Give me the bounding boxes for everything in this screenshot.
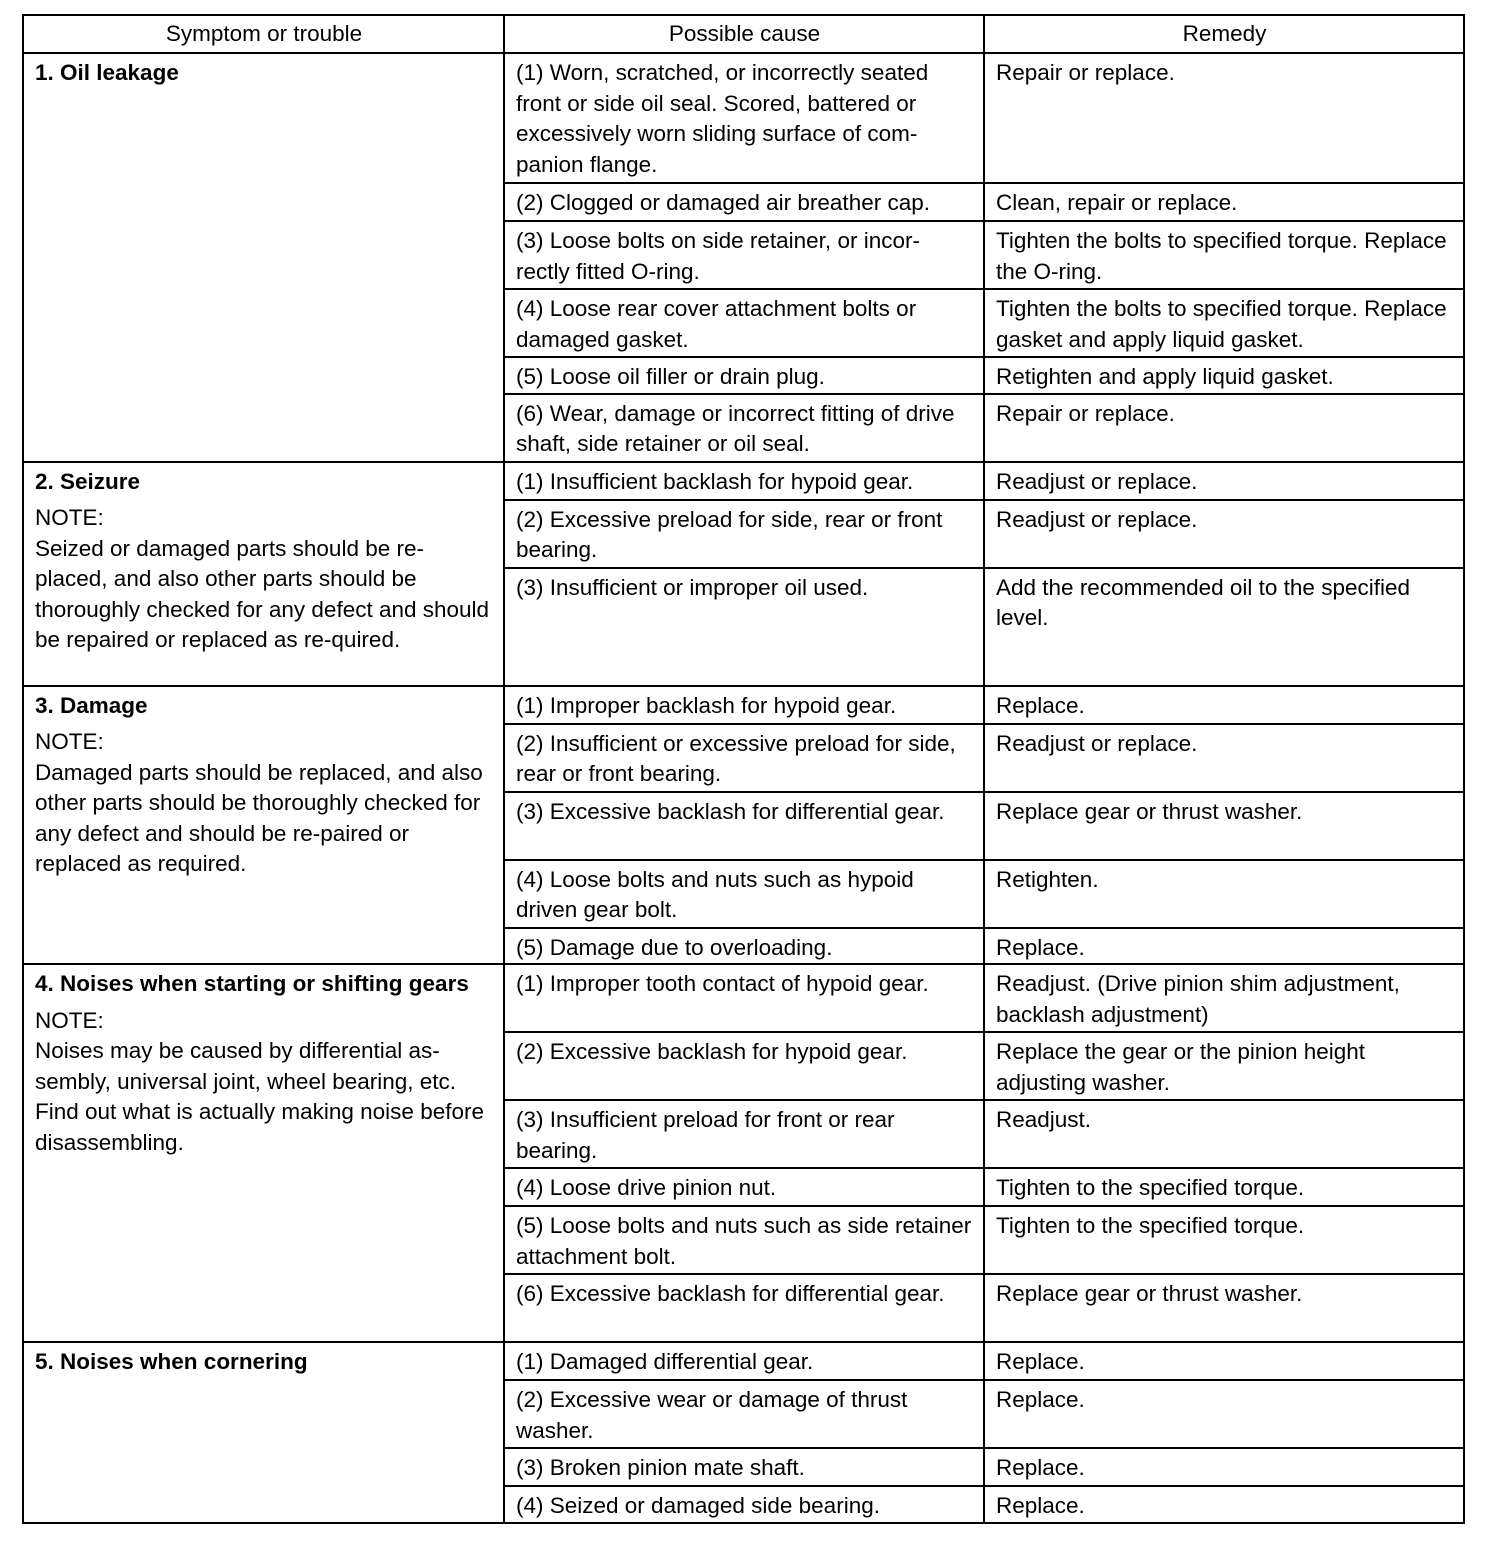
table-row bbox=[23, 964, 1464, 1032]
cause-cell: (1) Worn, scratched, or incorrectly seated front or side oil seal. Scored, battered or excessively worn sliding surface of com-panion flange. bbox=[504, 53, 984, 183]
note-label: NOTE: bbox=[35, 1007, 104, 1033]
cause-cell: (4) Seized or damaged side bearing. bbox=[504, 1486, 984, 1523]
cause-cell: (5) Damage due to overloading. bbox=[504, 928, 984, 965]
remedy-cell: Readjust. bbox=[984, 1100, 1464, 1168]
note-text: Noises may be caused by differential as-sembly, universal joint, wheel bearing, etc. Find out what is actually making noise before disassembling. bbox=[35, 1038, 484, 1155]
cause-cell: (1) Improper tooth contact of hypoid gear. bbox=[504, 964, 984, 1032]
cause-cell: (6) Wear, damage or incorrect fitting of drive shaft, side retainer or oil seal. bbox=[504, 394, 984, 462]
cause-cell: (3) Excessive backlash for differential gear. bbox=[504, 792, 984, 860]
cause-cell: (2) Excessive wear or damage of thrust washer. bbox=[504, 1380, 984, 1448]
troubleshooting-table bbox=[22, 14, 1465, 1524]
symptom-title: 3. Damage bbox=[35, 692, 148, 718]
header-row bbox=[23, 15, 1464, 53]
remedy-cell: Tighten to the specified torque. bbox=[984, 1168, 1464, 1206]
remedy-cell: Replace. bbox=[984, 1448, 1464, 1486]
table-row bbox=[23, 462, 1464, 500]
remedy-cell: Replace gear or thrust washer. bbox=[984, 792, 1464, 860]
remedy-cell: Repair or replace. bbox=[984, 394, 1464, 462]
remedy-cell: Replace. bbox=[984, 1342, 1464, 1380]
cause-cell: (4) Loose drive pinion nut. bbox=[504, 1168, 984, 1206]
note-text: Damaged parts should be replaced, and also other parts should be thoroughly checked for any defect and should be re-paired or replaced as required. bbox=[35, 759, 483, 876]
table-row bbox=[23, 1342, 1464, 1380]
cause-cell: (2) Insufficient or excessive preload for side, rear or front bearing. bbox=[504, 724, 984, 792]
symptom-title: 5. Noises when cornering bbox=[35, 1349, 308, 1374]
remedy-cell: Tighten to the specified torque. bbox=[984, 1206, 1464, 1274]
cause-cell: (1) Insufficient backlash for hypoid gear. bbox=[504, 462, 984, 500]
remedy-cell: Clean, repair or replace. bbox=[984, 183, 1464, 221]
note-label: NOTE: bbox=[35, 505, 104, 530]
table-row bbox=[23, 53, 1464, 183]
remedy-cell: Tighten the bolts to specified torque. Replace gasket and apply liquid gasket. bbox=[984, 289, 1464, 357]
cause-cell: (3) Broken pinion mate shaft. bbox=[504, 1448, 984, 1486]
symptom-cell bbox=[23, 462, 504, 686]
cause-cell: (3) Loose bolts on side retainer, or incor-rectly fitted O-ring. bbox=[504, 221, 984, 289]
remedy-cell: Replace. bbox=[984, 928, 1464, 965]
cause-cell: (1) Damaged differential gear. bbox=[504, 1342, 984, 1380]
remedy-cell: Repair or replace. bbox=[984, 53, 1464, 183]
remedy-cell: Replace. bbox=[984, 1486, 1464, 1523]
cause-cell: (6) Excessive backlash for differential gear. bbox=[504, 1274, 984, 1342]
remedy-cell: Replace the gear or the pinion height adjusting washer. bbox=[984, 1032, 1464, 1100]
table-row bbox=[23, 686, 1464, 724]
cause-cell: (3) Insufficient or improper oil used. bbox=[504, 568, 984, 686]
remedy-cell: Readjust or replace. bbox=[984, 462, 1464, 500]
cause-cell: (3) Insufficient preload for front or rear bearing. bbox=[504, 1100, 984, 1168]
cause-cell: (2) Excessive preload for side, rear or front bearing. bbox=[504, 500, 984, 568]
cause-cell: (4) Loose bolts and nuts such as hypoid driven gear bolt. bbox=[504, 860, 984, 928]
cause-cell: (1) Improper backlash for hypoid gear. bbox=[504, 686, 984, 724]
remedy-cell: Tighten the bolts to specified torque. Replace the O-ring. bbox=[984, 221, 1464, 289]
symptom-title: 4. Noises when starting or shifting gears bbox=[35, 971, 469, 996]
remedy-cell: Retighten. bbox=[984, 860, 1464, 928]
symptom-title: 1. Oil leakage bbox=[35, 60, 179, 85]
remedy-cell: Replace. bbox=[984, 686, 1464, 724]
cause-cell: (5) Loose oil filler or drain plug. bbox=[504, 357, 984, 394]
remedy-cell: Replace gear or thrust washer. bbox=[984, 1274, 1464, 1342]
remedy-cell: Replace. bbox=[984, 1380, 1464, 1448]
remedy-cell: Readjust or replace. bbox=[984, 724, 1464, 792]
symptom-title: 2. Seizure bbox=[35, 468, 141, 494]
cause-cell: (5) Loose bolts and nuts such as side retainer attachment bolt. bbox=[504, 1206, 984, 1274]
cause-cell: (2) Clogged or damaged air breather cap. bbox=[504, 183, 984, 221]
symptom-cell bbox=[23, 53, 504, 462]
note-text: Seized or damaged parts should be re-placed, and also other parts should be thoroughly checked for any defect and should be repaired or replaced as re-quired. bbox=[35, 535, 490, 652]
remedy-cell: Readjust or replace. bbox=[984, 500, 1464, 568]
note-label: NOTE: bbox=[35, 729, 104, 754]
symptom-cell bbox=[23, 686, 504, 965]
symptom-cell bbox=[23, 1342, 504, 1523]
symptom-cell bbox=[23, 964, 504, 1342]
table-body bbox=[23, 53, 1464, 1523]
remedy-cell: Readjust. (Drive pinion shim adjustment, backlash adjustment) bbox=[984, 964, 1464, 1032]
header-remedy: Remedy bbox=[984, 15, 1464, 53]
remedy-cell: Add the recommended oil to the specified level. bbox=[984, 568, 1464, 686]
header-cause: Possible cause bbox=[504, 15, 984, 53]
cause-cell: (4) Loose rear cover attachment bolts or damaged gasket. bbox=[504, 289, 984, 357]
header-symptom: Symptom or trouble bbox=[23, 15, 504, 53]
remedy-cell: Retighten and apply liquid gasket. bbox=[984, 357, 1464, 394]
cause-cell: (2) Excessive backlash for hypoid gear. bbox=[504, 1032, 984, 1100]
